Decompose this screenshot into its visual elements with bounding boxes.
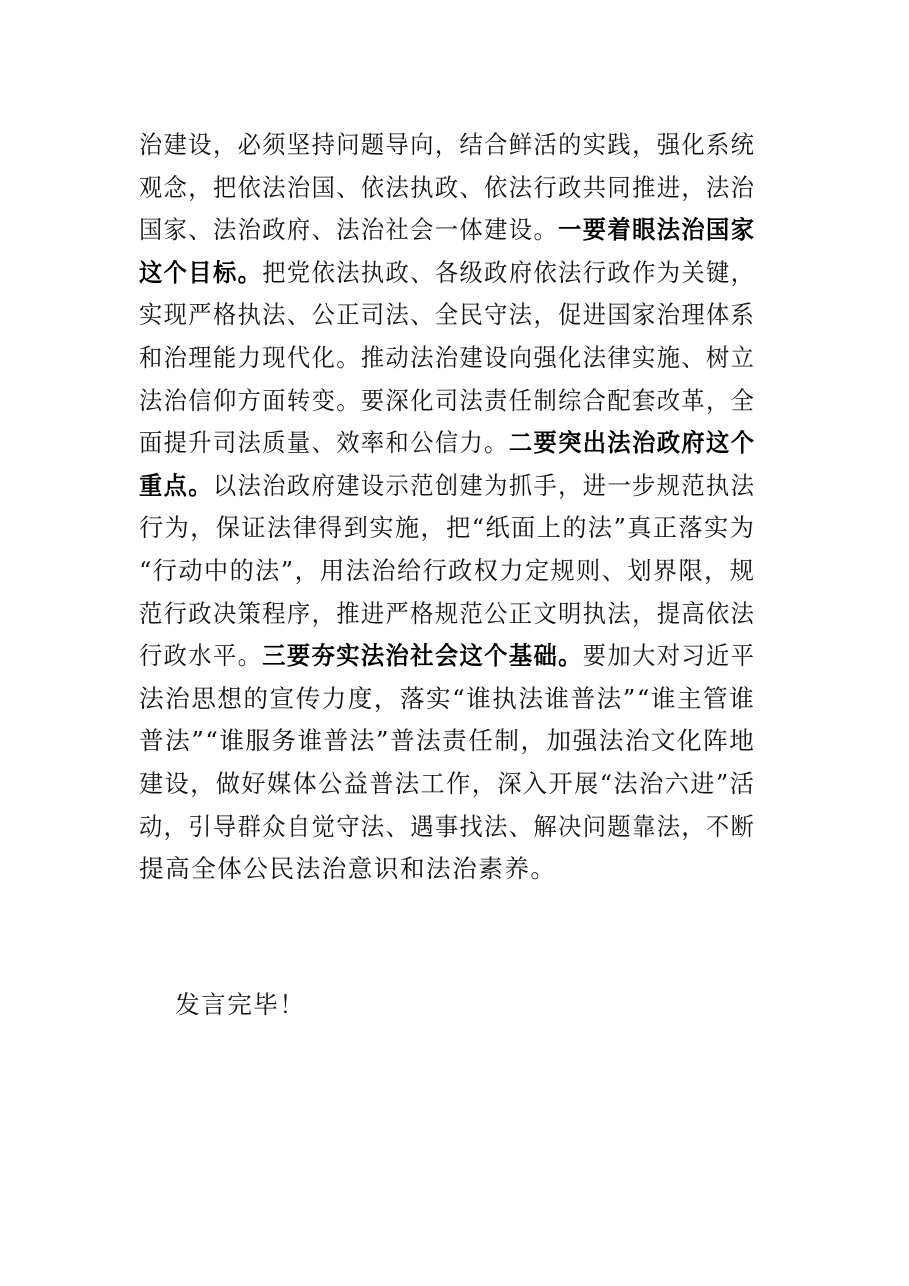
text-line	[139, 550, 756, 593]
text-line	[139, 422, 756, 465]
body-text-run: 要加大对习近平	[582, 641, 756, 671]
text-line	[139, 124, 756, 167]
body-text-run: 动，引导群众自觉守法、遇事找法、解决问题靠法，不断	[139, 811, 756, 841]
bold-heading-text: 三要夯实法治社会这个基础。	[262, 641, 583, 671]
body-text-run: 建设，做好媒体公益普法工作，深入开展“法治六进”活	[139, 768, 756, 798]
body-text-run: 行政水平。	[139, 641, 263, 671]
text-line	[139, 465, 756, 508]
text-line	[139, 337, 756, 380]
body-text-run: 治建设，必须坚持问题导向，结合鲜活的实践，强化系统	[139, 130, 756, 159]
body-text-run: 提高全体公民法治意识和法治素养。	[139, 854, 557, 884]
body-text-run: 面提升司法质量、效率和公信力。	[139, 428, 509, 458]
body-text-run: “行动中的法”，用法治给行政权力定规则、划界限，规	[139, 555, 756, 585]
text-line	[139, 209, 756, 252]
body-text-run: 实现严格执法、公正司法、全民守法，促进国家治理体系	[139, 300, 756, 330]
body-text-run: 把党依法执政、各级政府依法行政作为关键，	[262, 257, 756, 287]
text-line	[139, 848, 755, 891]
body-text-run: 和治理能力现代化。推动法治建设向强化法律实施、树立	[139, 342, 756, 372]
text-line	[139, 252, 756, 295]
text-line	[139, 294, 756, 337]
bold-heading-text: 重点。	[139, 470, 213, 500]
text-line	[139, 720, 755, 763]
body-text-run: 法治信仰方面转变。要深化司法责任制综合配套改革，全	[139, 385, 756, 415]
body-paragraph	[139, 124, 755, 891]
text-line	[139, 507, 756, 550]
text-line	[139, 380, 756, 423]
body-text-run: 观念，把依法治国、依法执政、依法行政共同推进，法治	[139, 172, 756, 202]
body-text-run: 普法”“谁服务谁普法”普法责任制，加强法治文化阵地	[139, 726, 756, 756]
text-line	[139, 678, 755, 721]
body-text-run: 行为，保证法律得到实施，把“纸面上的法”真正落实为	[139, 513, 756, 543]
bold-heading-text: 这个目标。	[139, 257, 263, 287]
text-line	[139, 635, 756, 678]
text-line	[139, 167, 756, 210]
text-line	[139, 593, 756, 636]
body-text-run: 以法治政府建设示范创建为抓手，进一步规范执法	[212, 470, 756, 500]
bold-heading-text: 一要着眼法治国家	[558, 215, 756, 245]
closing-remark: 发言完毕！	[175, 990, 306, 1019]
bold-heading-text: 二要突出法治政府这个	[508, 428, 756, 458]
text-line	[139, 806, 756, 849]
body-text-run: 国家、法治政府、法治社会一体建设。	[139, 215, 559, 245]
body-text-run: 范行政决策程序，推进严格规范公正文明执法，提高依法	[139, 598, 756, 628]
body-text-run: 法治思想的宣传力度，落实“谁执法谁普法”“谁主管谁	[139, 683, 756, 713]
text-line	[139, 763, 756, 806]
